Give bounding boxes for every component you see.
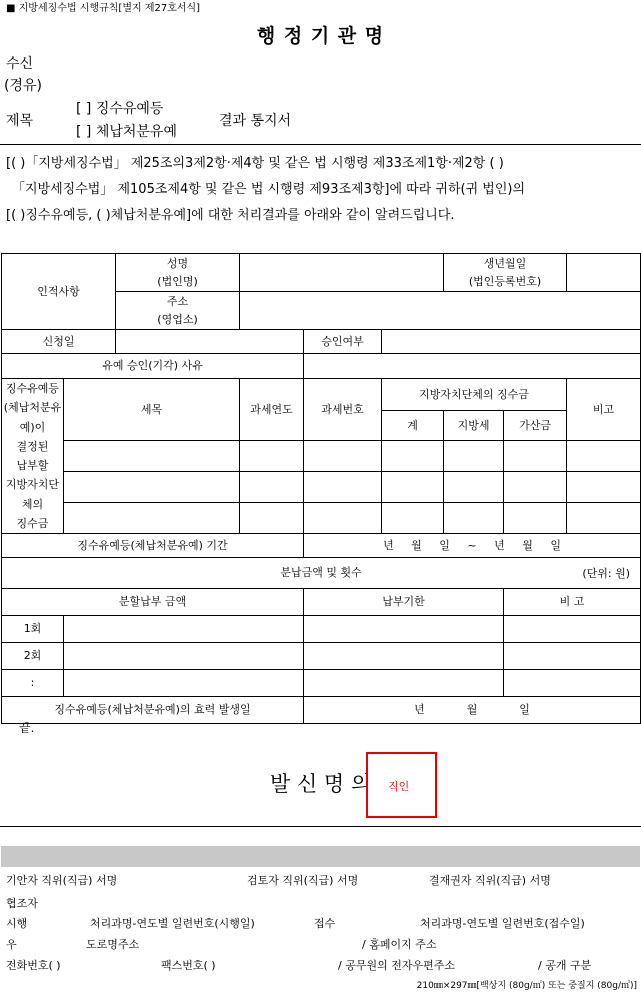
cell[interactable] (504, 643, 641, 670)
cell[interactable] (240, 502, 304, 533)
via-label: (경유) (4, 78, 42, 94)
agency-name: 행 정 기 관 명 (256, 25, 385, 47)
period-value[interactable]: 년 월 일 ~ 년 월 일 (304, 534, 641, 558)
installment-title-row (2, 558, 641, 589)
reviewer: 검토자 직위(직급) 서명 (247, 874, 359, 887)
form-caption-text: 지방세징수법 시행규칙[별지 제27호서식] (18, 3, 201, 14)
cell[interactable] (304, 670, 504, 697)
cell[interactable] (567, 471, 641, 502)
divider (0, 144, 641, 145)
cell[interactable] (304, 616, 504, 643)
address-label: 주소 (영업소) (116, 292, 240, 330)
apply-date-field[interactable] (116, 330, 304, 354)
body-line-3: [( )징수유예등, ( )체납처분유예]에 대한 처리결과를 아래와 같이 알려드립니다. (6, 208, 455, 223)
birth-label: 생년월일 (법인등록번호) (444, 254, 567, 292)
subject-option-disposition[interactable]: [ ] 체납처분유예 (76, 124, 177, 140)
surcharge-header: 가산금 (504, 411, 567, 441)
phone: 전화번호( ) (6, 959, 61, 972)
amount-label: 징수유예등 (체납처분유예)이 결정된 납부할 지방자치단체의 징수금 (2, 379, 64, 534)
effective-label: 징수유예등(체납처분유예)의 효력 발생일 (2, 697, 304, 724)
cell[interactable] (64, 616, 304, 643)
cell[interactable] (504, 502, 567, 533)
cell[interactable] (567, 502, 641, 533)
row-label: 2회 (2, 643, 64, 670)
cell[interactable] (240, 471, 304, 502)
tax-year-header: 과세연도 (240, 379, 304, 441)
divider (0, 826, 641, 827)
cell[interactable] (240, 440, 304, 471)
cell[interactable] (382, 502, 444, 533)
homepage: / 홈페이지 주소 (362, 938, 437, 951)
row-label: : (2, 670, 64, 697)
reason-field[interactable] (304, 354, 641, 379)
approval-field[interactable] (382, 330, 641, 354)
unit-label: (단위: 원) (582, 567, 631, 580)
cell[interactable] (504, 471, 567, 502)
cooperator: 협조자 (6, 897, 38, 910)
cell[interactable] (64, 643, 304, 670)
road-address: 도로명주소 (86, 938, 140, 951)
enforcement-label: 시행 (6, 917, 28, 930)
due-date-header: 납부기한 (304, 589, 504, 616)
effective-value[interactable]: 년 월 일 (304, 697, 641, 724)
cell[interactable] (304, 471, 382, 502)
body-line-2: 「지방세징수법」 제105조제4항 및 같은 법 시행령 제93조제3항]에 따라 귀하(귀 법인)의 (12, 182, 526, 197)
cell[interactable] (304, 643, 504, 670)
notice-table (1, 253, 641, 724)
cell[interactable] (444, 440, 504, 471)
cell[interactable] (64, 670, 304, 697)
cell[interactable] (64, 471, 240, 502)
remarks-header: 비고 (567, 379, 641, 441)
subject-option-deferral[interactable]: [ ] 징수유예등 (76, 101, 164, 117)
cell[interactable] (382, 440, 444, 471)
paper-spec: 210㎜×297㎜[백상지 (80g/㎡) 또는 중질지 (80g/㎡)] (416, 981, 637, 991)
table-row (2, 616, 641, 643)
cell[interactable] (567, 440, 641, 471)
split-amount-header: 분할납부 금액 (2, 589, 304, 616)
cell[interactable] (504, 670, 641, 697)
reason-label: 유예 승인(기각) 사유 (2, 354, 304, 379)
cell[interactable] (304, 502, 382, 533)
apply-date-label: 신청일 (2, 330, 116, 354)
disclosure: / 공개 구분 (538, 959, 592, 972)
table-row (2, 670, 641, 697)
cell[interactable] (504, 440, 567, 471)
remarks2-header: 비 고 (504, 589, 641, 616)
footer-bar (1, 846, 640, 867)
table-row (2, 471, 641, 502)
receipt-label: 접수 (314, 917, 336, 930)
cell[interactable] (64, 440, 240, 471)
enforcement-no: 처리과명-연도별 일련번호(시행일) (90, 917, 255, 930)
approver: 결재권자 직위(직급) 서명 (429, 874, 551, 887)
receipt-no: 처리과명-연도별 일련번호(접수일) (420, 917, 585, 930)
cell[interactable] (304, 440, 382, 471)
total-header: 계 (382, 411, 444, 441)
square-bullet-icon: ■ (6, 3, 16, 14)
cell[interactable] (382, 471, 444, 502)
approval-label: 승인여부 (304, 330, 382, 354)
name-field[interactable] (240, 254, 444, 292)
end-mark: 끝. (19, 721, 35, 735)
row-label: 1회 (2, 616, 64, 643)
local-levy-header: 지방자치단체의 징수금 (382, 379, 567, 411)
address-field[interactable] (240, 292, 641, 330)
period-label: 징수유예등(체납처분유예) 기간 (2, 534, 304, 558)
tax-item-header: 세목 (64, 379, 240, 441)
local-tax-header: 지방세 (444, 411, 504, 441)
subject-suffix: 결과 통지서 (219, 113, 292, 129)
body-line-1: [( )「지방세징수법」 제25조의3제2항·제4항 및 같은 법 시행령 제33조제1항·제2항 ( ) (6, 156, 504, 171)
person-info-label: 인적사항 (2, 254, 116, 330)
fax: 팩스번호( ) (161, 959, 216, 972)
table-row (2, 440, 641, 471)
cell[interactable] (444, 502, 504, 533)
official-seal (366, 752, 437, 818)
email: / 공무원의 전자우편주소 (338, 959, 455, 972)
tax-no-header: 과세번호 (304, 379, 382, 441)
postal-label: 우 (6, 938, 17, 951)
form-caption (6, 0, 200, 14)
table-row (2, 502, 641, 533)
recipient-label: 수신 (6, 56, 34, 72)
drafter: 기안자 직위(직급) 서명 (6, 874, 118, 887)
table-row (2, 643, 641, 670)
installment-title: 분납금액 및 횟수 (280, 566, 362, 580)
sender-name: 발 신 명 의 (270, 772, 372, 796)
birth-field[interactable] (567, 254, 641, 292)
seal-text: 직인 (388, 780, 410, 793)
subject-label: 제목 (6, 113, 34, 129)
cell[interactable] (64, 502, 240, 533)
name-label: 성명 (법인명) (116, 254, 240, 292)
cell[interactable] (504, 616, 641, 643)
cell[interactable] (444, 471, 504, 502)
